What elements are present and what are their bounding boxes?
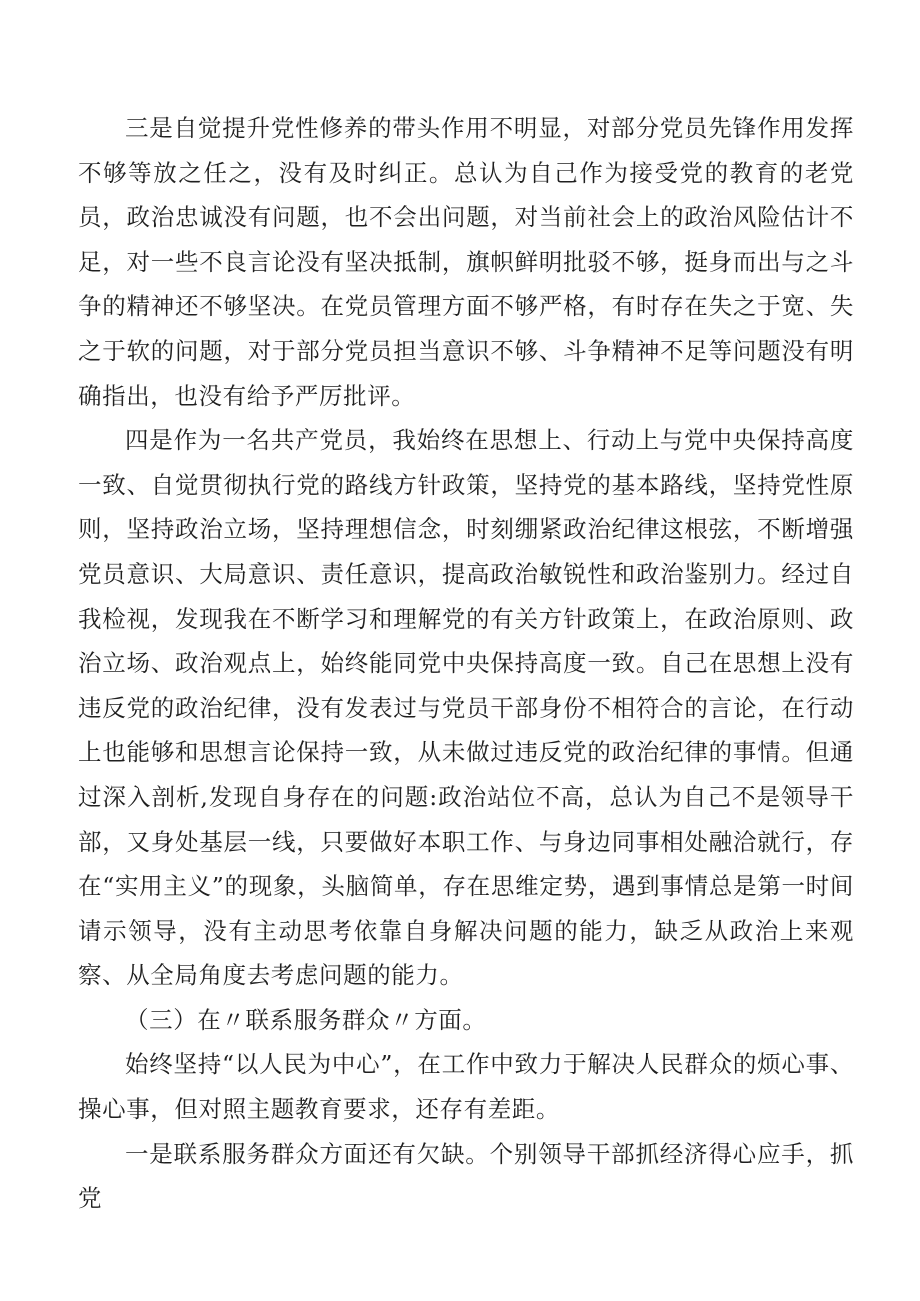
section-heading-serve-masses: （三）在〃联系服务群众〃方面。 (125, 1005, 487, 1034)
paragraph-one-contact-masses: 一是联系服务群众方面还有欠缺。个别领导干部抓经济得心应手，抓党 (78, 1139, 854, 1213)
paragraph-three-self-cultivation: 三是自觉提升党性修养的带头作用不明显，对部分党员先锋作用发挥不够等放之任之，没有及时纠正。总认为自己作为接受党的教育的老党员，政治忠诚没有问题，也不会出问题，对当前社会上的政治风险估计不足，对一些不良言论没有坚决抵制，旗帜鲜明批驳不够，挺身而出与之斗争的精神还不够坚决。在党员管理方面不够严格，有时存在失之于宽、失之于软的问题，对于部分党员担当意识不够、斗争精神不足等问题没有明确指出，也没有给予严厉批评。 (78, 114, 854, 410)
document-body (78, 106, 854, 1221)
paragraph-four-political-stance: 四是作为一名共产党员，我始终在思想上、行动上与党中央保持高度一致、自觉贯彻执行党的路线方针政策，坚持党的基本路线，坚持党性原则，坚持政治立场，坚持理想信念，时刻绷紧政治纪律这根弦，不断增强党员意识、大局意识、责任意识，提高政治敏锐性和政治鉴别力。经过自我检视，发现我在不断学习和理解党的有关方针政策上，在政治原则、政治立场、政治观点上，始终能同党中央保持高度一致。自己在思想上没有违反党的政治纪律，没有发表过与党员干部身份不相符合的言论，在行动上也能够和思想言论保持一致，从未做过违反党的政治纪律的事情。但通过深入剖析,发现自身存在的问题:政治站位不高，总认为自己不是领导干部，又身处基层一线，只要做好本职工作、与身边同事相处融洽就行，存在“实用主义”的现象，头脑简单，存在思维定势，遇到事情总是第一时间请示领导，没有主动思考依靠自身解决问题的能力，缺乏从政治上来观察、从全局角度去考虑问题的能力。 (78, 426, 854, 990)
paragraph-people-centered: 始终坚持“以人民为中心”，在工作中致力于解决人民群众的烦心事、操心事，但对照主题教育要求，还存有差距。 (78, 1050, 854, 1124)
